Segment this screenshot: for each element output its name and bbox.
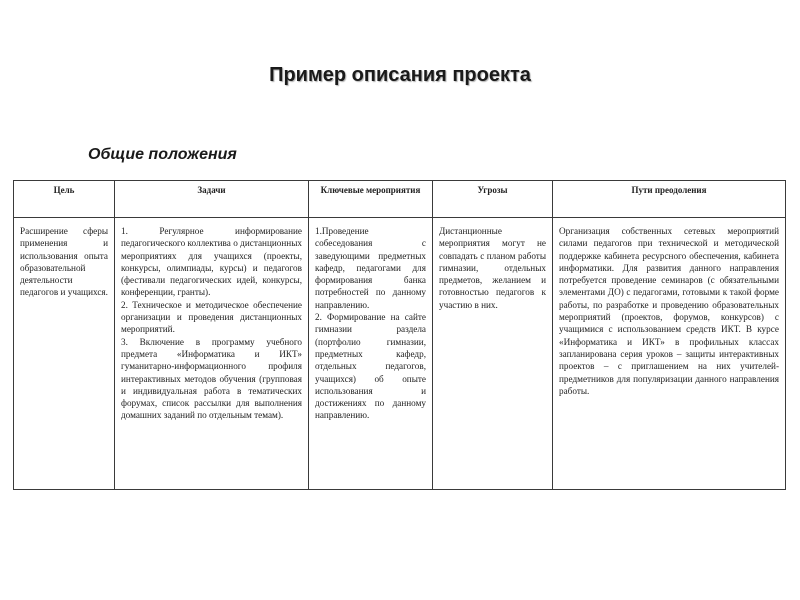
header-ways-to-overcome: Пути преодоления	[553, 181, 786, 218]
header-threats: Угрозы	[433, 181, 553, 218]
header-key-activities: Ключевые мероприятия	[309, 181, 433, 218]
cell-ways-to-overcome: Организация собственных сетевых мероприятий силами педагогов при технической и методической поддержке кабинета ресурсного обеспечения, кабинета информатики. Для развития данного направления потребуется проведение семинаров (с обязательными элементами ДО) с педагогами, готовыми к такой форме работы, по разработке и проведению образовательных мероприятий (проектов, форумов, конкурсов) с учащимися с использованием средств ИКТ. В курсе «Информатика и ИКТ» в профильных классах запланирована серия уроков – защиты интерактивных проектов – с приглашением на них учителей-предметников для популяризации данного направления работы.	[553, 218, 786, 490]
header-tasks: Задачи	[115, 181, 309, 218]
section-subtitle: Общие положения	[88, 146, 237, 163]
header-goal: Цель	[14, 181, 115, 218]
table-row	[14, 218, 786, 490]
cell-key-activities: 1.Проведение собеседования с заведующими предметных кафедр, педагогами для формирования банка потребностей по данному направлению. 2. Формирование на сайте гимназии раздела (портфолио гимназии, предметных кафедр, отдельных педагогов, учащихся) об опыте использования и достижениях по данному направлению.	[309, 218, 433, 490]
cell-threats: Дистанционные мероприятия могут не совпадать с планом работы гимназии, отдельных предметов, желанием и готовностью педагогов к участию в них.	[433, 218, 553, 490]
cell-goal: Расширение сферы применения и использования опыта образовательной деятельности педагогов и учащихся.	[14, 218, 115, 490]
cell-tasks: 1. Регулярное информирование педагогического коллектива о дистанционных мероприятиях для учащихся (проекты, конкурсы, олимпиады, курсы) и педагогов (фестивали педагогических идей, конкурсы, конференции, гранты). 2. Техническое и методическое обеспечение организации и проведения дистанционных мероприятий. 3. Включение в программу учебного предмета «Информатика и ИКТ» гуманитарно-информационного профиля интерактивных методов обучения (групповая и индивидуальная работа в тематических форумах, список рассылки для выполнения домашних заданий по отдельным темам).	[115, 218, 309, 490]
page-title: Пример описания проекта	[269, 64, 531, 86]
project-description-table	[13, 180, 786, 490]
table-header-row	[14, 181, 786, 218]
